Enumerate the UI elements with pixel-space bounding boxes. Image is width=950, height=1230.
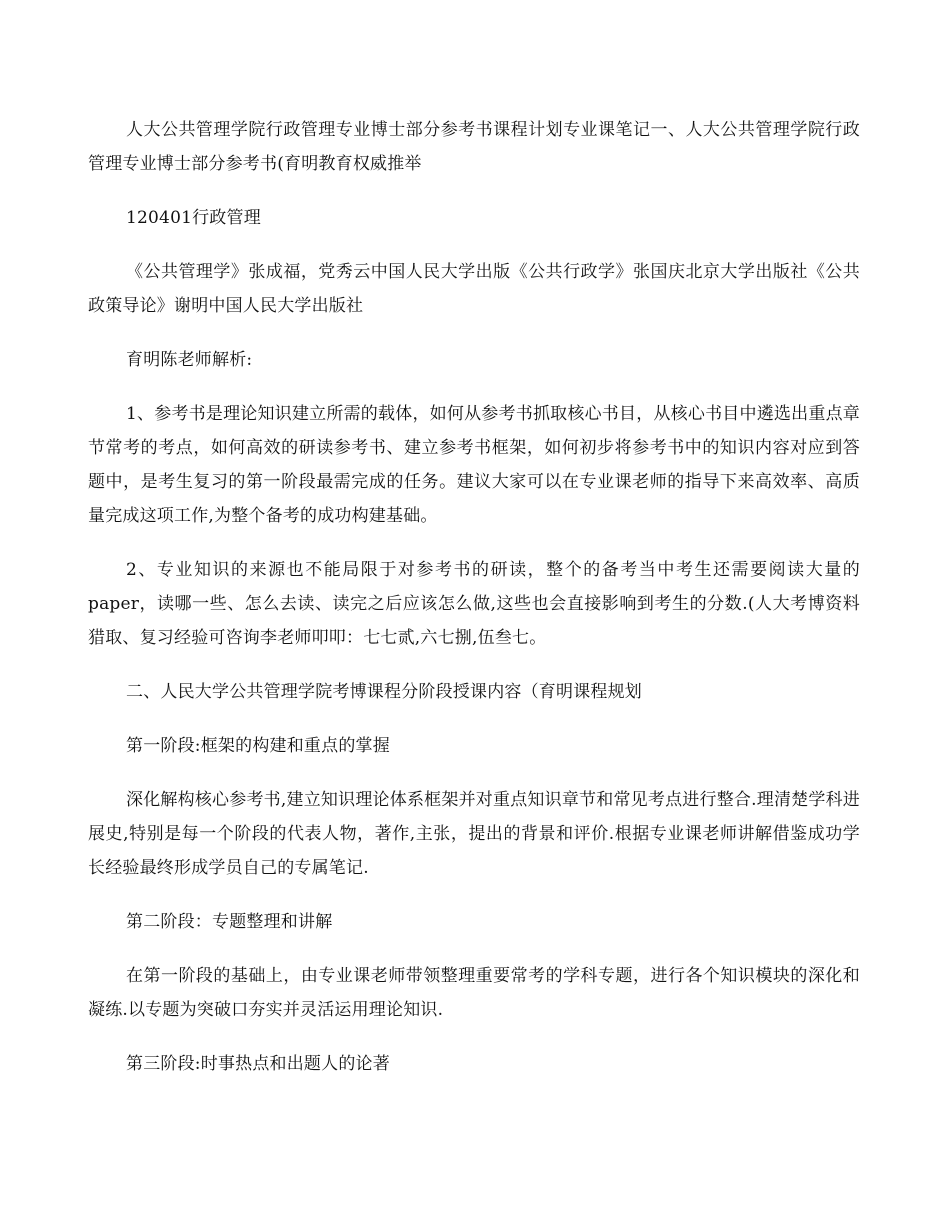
paragraph-section-2-heading: 二、人民大学公共管理学院考博课程分阶段授课内容（育明课程规划 bbox=[126, 682, 642, 702]
paragraph-stage-3-heading: 第三阶段:时事热点和出题人的论著 bbox=[126, 1054, 390, 1074]
paragraph-point-1: 1、参考书是理论知识建立所需的载体，如何从参考书抓取核心书目，从核心书目中遴选出重点章节常考的考点，如何高效的研读参考书、建立参考书框架，如何初步将参考书中的知识内容对应到答题中，是考生复习的第一阶段最需完成的任务。建议大家可以在专业课老师的指导下来高效率、高质量完成这项工作,为整个备考的成功构建基础。 bbox=[88, 404, 860, 526]
paragraph-major-code: 120401行政管理 bbox=[126, 208, 261, 228]
paragraph-analysis-heading: 育明陈老师解析: bbox=[126, 350, 253, 370]
document-body bbox=[88, 113, 860, 1101]
paragraph-reference-books: 《公共管理学》张成福，党秀云中国人民大学出版《公共行政学》张国庆北京大学出版社《公共政策导论》谢明中国人民大学出版社 bbox=[88, 262, 860, 316]
paragraph-stage-1-heading: 第一阶段:框架的构建和重点的掌握 bbox=[126, 736, 390, 756]
paragraph-stage-2-body: 在第一阶段的基础上，由专业课老师带领整理重要常考的学科专题，进行各个知识模块的深化和凝练.以专题为突破口夯实并灵活运用理论知识. bbox=[88, 966, 860, 1020]
paragraph-stage-1-body: 深化解构核心参考书,建立知识理论体系框架并对重点知识章节和常见考点进行整合.理清楚学科进展史,特别是每一个阶段的代表人物，著作,主张，提出的背景和评价.根据专业课老师讲解借鉴成功学长经验最终形成学员自己的专属笔记. bbox=[88, 790, 860, 878]
paragraph-point-2: 2、专业知识的来源也不能局限于对参考书的研读，整个的备考当中考生还需要阅读大量的paper，读哪一些、怎么去读、读完之后应该怎么做,这些也会直接影响到考生的分数.(人大考博资料猎取、复习经验可咨询李老师叩叩：七七贰,六七捌,伍叁七。 bbox=[88, 560, 860, 648]
paragraph-stage-2-heading: 第二阶段：专题整理和讲解 bbox=[126, 912, 333, 932]
paragraph-title: 人大公共管理学院行政管理专业博士部分参考书课程计划专业课笔记一、人大公共管理学院行政管理专业博士部分参考书(育明教育权威推举 bbox=[88, 120, 860, 174]
